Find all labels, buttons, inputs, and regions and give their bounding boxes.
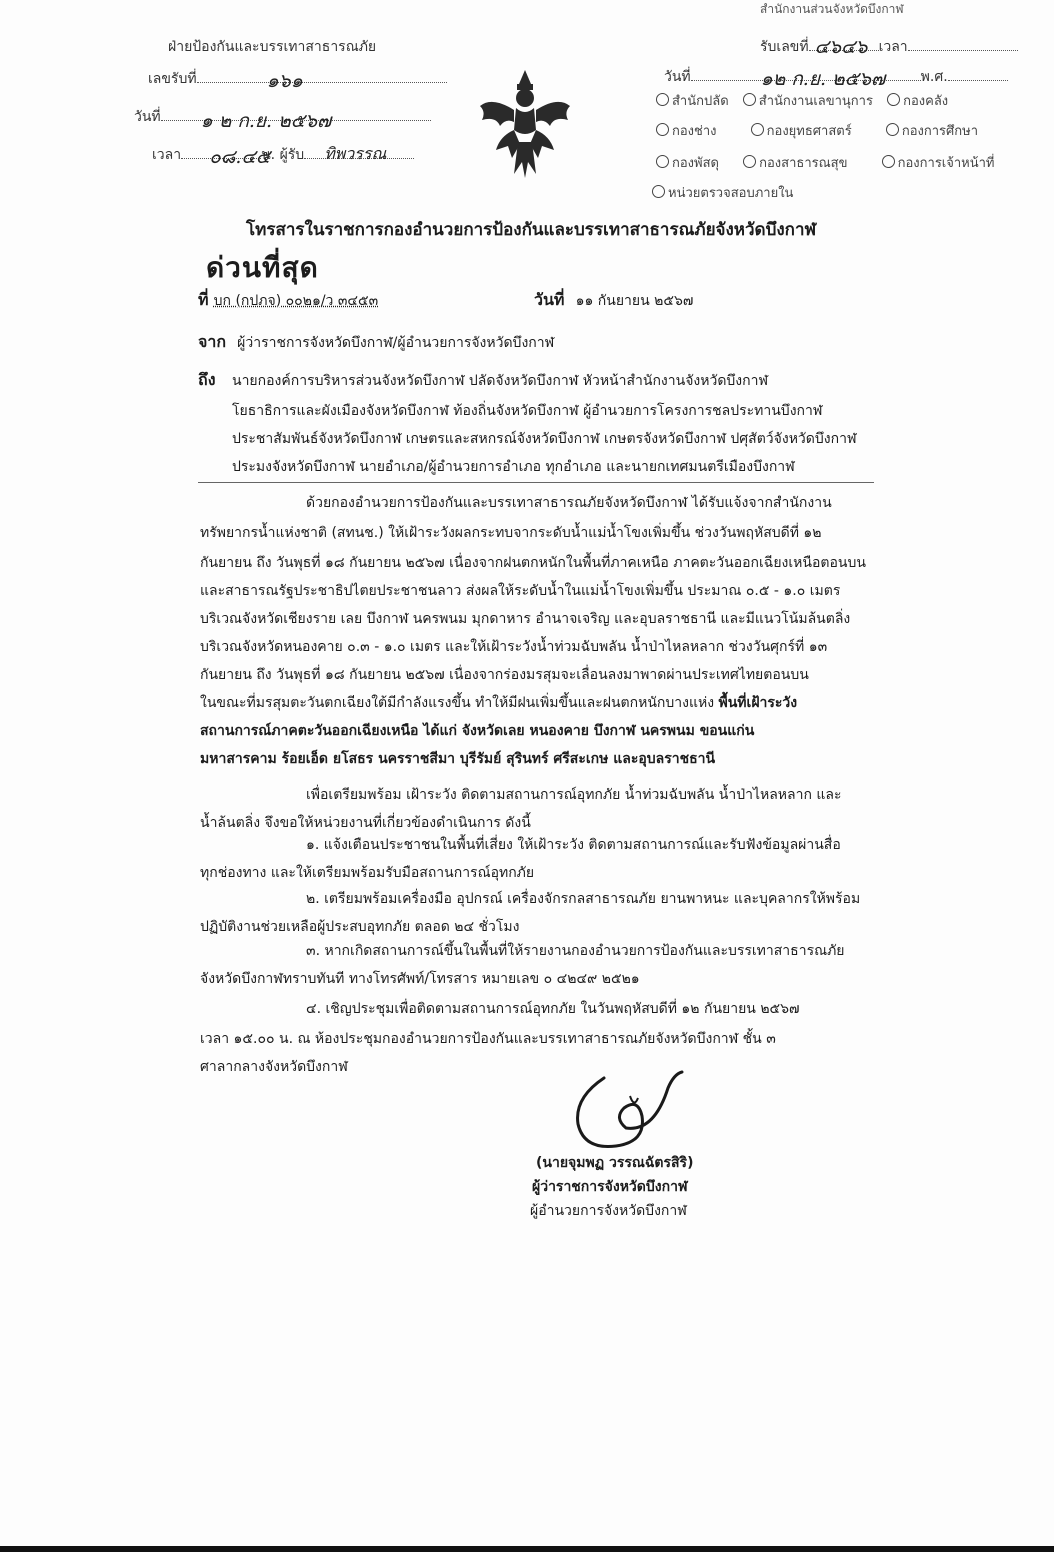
to-line: นายกองค์การบริหารส่วนจังหวัดบึงกาฬ ปลัดจังหวัดบึงกาฬ หัวหน้าสำนักงานจังหวัดบึงกาฬ — [232, 373, 769, 389]
action-item-3-cont: จังหวัดบึงกาฬทราบทันที ทางโทรศัพท์/โทรสาร หมายเลข ๐ ๔๒๔๙ ๒๕๒๑ — [200, 971, 640, 987]
body-line: กันยายน ถึง วันพุธที่ ๑๘ กันยายน ๒๕๖๗ เนื่องจากฝนตกหนักในพื้นที่ภาคเหนือ ภาคตะวันออกเฉียงเหนือตอนบน — [200, 555, 866, 571]
body-line-bold: พื้นที่เฝ้าระวัง — [718, 695, 798, 711]
option-item: สำนักงานเลขานุการ — [743, 94, 873, 109]
body-line: น้ำล้นตลิ่ง จึงขอให้หน่วยงานที่เกี่ยวข้องดำเนินการ ดังนี้ — [200, 815, 531, 831]
option-item: สำนักปลัด — [656, 94, 729, 109]
option-item: หน่วยตรวจสอบภายใน — [652, 186, 793, 201]
to-line: ประชาสัมพันธ์จังหวัดบึงกาฬ เกษตรและสหกรณ์จังหวัดบึงกาฬ เกษตรจังหวัดบึงกาฬ ปศุสัตว์จังหวัดบึงกาฬ — [232, 431, 857, 447]
action-item-1-cont: ทุกช่องทาง และให้เตรียมพร้อมรับมือสถานการณ์อุทกภัย — [200, 865, 535, 881]
body-line: เพื่อเตรียมพร้อม เฝ้าระวัง ติดตามสถานการณ์อุทกภัย น้ำท่วมฉับพลัน น้ำป่าไหลหลาก และ — [306, 787, 842, 803]
stamp-right-date-row — [664, 66, 1008, 88]
stamp-left-time-unit: น. ผู้รับ — [261, 147, 305, 163]
action-item-2: ๒. เตรียมพร้อมเครื่องมือ อุปกรณ์ เครื่องจักรกลสาธารณภัย ยานพาหนะ และบุคลากรให้พร้อม — [306, 891, 861, 907]
option-item: กองช่าง — [656, 124, 717, 139]
scan-edge — [0, 1546, 1054, 1552]
option-item: กองสาธารณสุข — [743, 156, 847, 171]
stamp-left-recv-value: ๑๖๑ — [266, 70, 303, 92]
from-label: จาก — [198, 332, 227, 351]
urgency-label: ด่วนที่สุด — [206, 251, 319, 284]
option-item: กองการศึกษา — [886, 124, 978, 139]
stamp-right-options-row3 — [656, 152, 995, 173]
stamp-left-recv-label: เลขรับที่ — [148, 71, 197, 87]
option-item: กองพัสดุ — [656, 156, 719, 171]
header-divider — [198, 482, 874, 483]
stamp-left-time-row — [152, 144, 414, 166]
action-item-4-cont: เวลา ๑๕.๐๐ น. ณ ห้องประชุมกองอำนวยการป้องกันและบรรเทาสาธารณภัยจังหวัดบึงกาฬ ชั้น ๓ — [200, 1031, 776, 1047]
body-bold-line: สถานการณ์ภาคตะวันออกเฉียงเหนือ ได้แก่ จังหวัดเลย หนองคาย บึงกาฬ นครพนม ขอนแก่น — [200, 723, 755, 739]
body-line-normal: ในขณะที่มรสุมตะวันตกเฉียงใต้มีกำลังแรงขึ้น ทำให้มีฝนเพิ่มขึ้นและฝนตกหนักบางแห่ง — [200, 695, 715, 711]
ref-label: ที่ — [198, 290, 209, 309]
stamp-left-recv-row — [148, 68, 447, 90]
stamp-left-time-value: ๐๘.๔๕ — [209, 146, 271, 168]
stamp-right-options-row1 — [656, 90, 948, 111]
action-item-2-cont: ปฏิบัติงานช่วยเหลือผู้ประสบอุทกภัย ตลอด ๒๔ ชั่วโมง — [200, 919, 520, 935]
stamp-right-top: สำนักงานส่วนจังหวัดบึงกาฬ — [760, 2, 904, 16]
option-item: กองยุทธศาสตร์ — [751, 124, 852, 139]
stamp-right-options-row4 — [652, 182, 793, 203]
stamp-right-recv-row — [760, 36, 1018, 58]
stamp-right-date-suffix: พ.ศ. — [920, 69, 948, 85]
stamp-right-recv-value: ๔๖๔๖ — [814, 36, 868, 58]
signatory-position-2: ผู้อำนวยการจังหวัดบึงกาฬ — [530, 1203, 687, 1219]
date-label: วันที่ — [534, 290, 565, 309]
date-row — [534, 288, 693, 313]
date-value: ๑๑ กันยายน ๒๕๖๗ — [575, 293, 694, 309]
signatory-position-1: ผู้ว่าราชการจังหวัดบึงกาฬ — [532, 1179, 688, 1195]
ref-value: บก (กปภจ) ๐๐๒๑/ว ๓๔๕๓ — [213, 293, 379, 309]
to-line: โยธาธิการและผังเมืองจังหวัดบึงกาฬ ท้องถิ่นจังหวัดบึงกาฬ ผู้อำนวยการโครงการชลประทานบึงกาฬ — [232, 403, 823, 419]
body-line: ด้วยกองอำนวยการป้องกันและบรรเทาสาธารณภัยจังหวัดบึงกาฬ ได้รับแจ้งจากสำนักงาน — [306, 495, 832, 511]
stamp-left-date-row — [134, 106, 431, 132]
body-line: และสาธารณรัฐประชาธิปไตยประชาชนลาว ส่งผลให้ระดับน้ำในแม่น้ำโขงเพิ่มขึ้น ประมาณ ๐.๕ - ๑.๐ เมตร — [200, 583, 841, 599]
to-label: ถึง — [198, 370, 216, 389]
document-title: โทรสารในราชการกองอำนวยการป้องกันและบรรเทาสาธารณภัยจังหวัดบึงกาฬ — [246, 220, 817, 240]
stamp-right-options-row2 — [656, 120, 978, 141]
from-value: ผู้ว่าราชการจังหวัดบึงกาฬ/ผู้อำนวยการจังหวัดบึงกาฬ — [237, 335, 555, 351]
body-bold-line: มหาสารคาม ร้อยเอ็ด ยโสธร นครราชสีมา บุรีรัมย์ สุรินทร์ ศรีสะเกษ และอุบลราชธานี — [200, 751, 716, 767]
handwritten-signature-icon — [564, 1068, 694, 1154]
stamp-left-date-label: วันที่ — [134, 109, 161, 125]
stamp-right-recv-label: รับเลขที่ — [760, 39, 809, 55]
action-item-1: ๑. แจ้งเตือนประชาชนในพื้นที่เสี่ยง ให้เฝ้าระวัง ติดตามสถานการณ์และรับฟังข้อมูลผ่านสื่อ — [306, 837, 841, 853]
option-item: กองคลัง — [887, 94, 948, 109]
body-line: กันยายน ถึง วันพุธที่ ๑๘ กันยายน ๒๕๖๗ เนื่องจากร่องมรสุมจะเลื่อนลงมาพาดผ่านประเทศไทยตอนบน — [200, 667, 809, 683]
body-line: ทรัพยากรน้ำแห่งชาติ (สทนช.) ให้เฝ้าระวังผลกระทบจากระดับน้ำแม่น้ำโขงเพิ่มขึ้น ช่วงวันพฤหัสบดีที่ ๑๒ — [200, 525, 822, 541]
stamp-left-dept: ฝ่ายป้องกันและบรรเทาสาธารณภัย — [168, 39, 377, 55]
stamp-left-time-label: เวลา — [152, 147, 182, 163]
stamp-right-time-label: เวลา — [878, 39, 908, 55]
garuda-emblem-icon — [470, 66, 580, 182]
from-row — [198, 330, 554, 355]
action-item-4: ๔. เชิญประชุมเพื่อติดตามสถานการณ์อุทกภัย ในวันพฤหัสบดีที่ ๑๒ กันยายน ๒๕๖๗ — [306, 1001, 800, 1017]
stamp-right-date-label: วันที่ — [664, 69, 691, 85]
action-item-4-cont: ศาลากลางจังหวัดบึงกาฬ — [200, 1059, 348, 1075]
action-item-3: ๓. หากเกิดสถานการณ์ขึ้นในพื้นที่ให้รายงานกองอำนวยการป้องกันและบรรเทาสาธารณภัย — [306, 943, 845, 959]
stamp-right-date-value: ๑๒ ก.ย. ๒๕๖๗ — [760, 68, 886, 90]
body-line: บริเวณจังหวัดหนองคาย ๐.๓ - ๑.๐ เมตร และให้เฝ้าระวังน้ำท่วมฉับพลัน น้ำป่าไหลหลาก ช่วงวันศุกร์ที่ ๑๓ — [200, 639, 828, 655]
to-line: ประมงจังหวัดบึงกาฬ นายอำเภอ/ผู้อำนวยการอำเภอ ทุกอำเภอ และนายกเทศมนตรีเมืองบึงกาฬ — [232, 459, 795, 475]
option-item: กองการเจ้าหน้าที่ — [882, 156, 995, 171]
stamp-left-date-value: ๑ ๒ ก.ย. ๒๕๖๗ — [200, 110, 332, 132]
body-line: บริเวณจังหวัดเชียงราย เลย บึงกาฬ นครพนม มุกดาหาร อำนาจเจริญ และอุบลราชธานี และมีแนวโน้มล้นตลิ่ง — [200, 611, 851, 627]
signatory-name: (นายจุมพฏ วรรณฉัตรสิริ) — [536, 1155, 694, 1171]
reference-row — [198, 288, 378, 313]
stamp-left-receiver: ทิพวรรณ — [324, 144, 387, 163]
body-line-mixed — [200, 692, 797, 714]
